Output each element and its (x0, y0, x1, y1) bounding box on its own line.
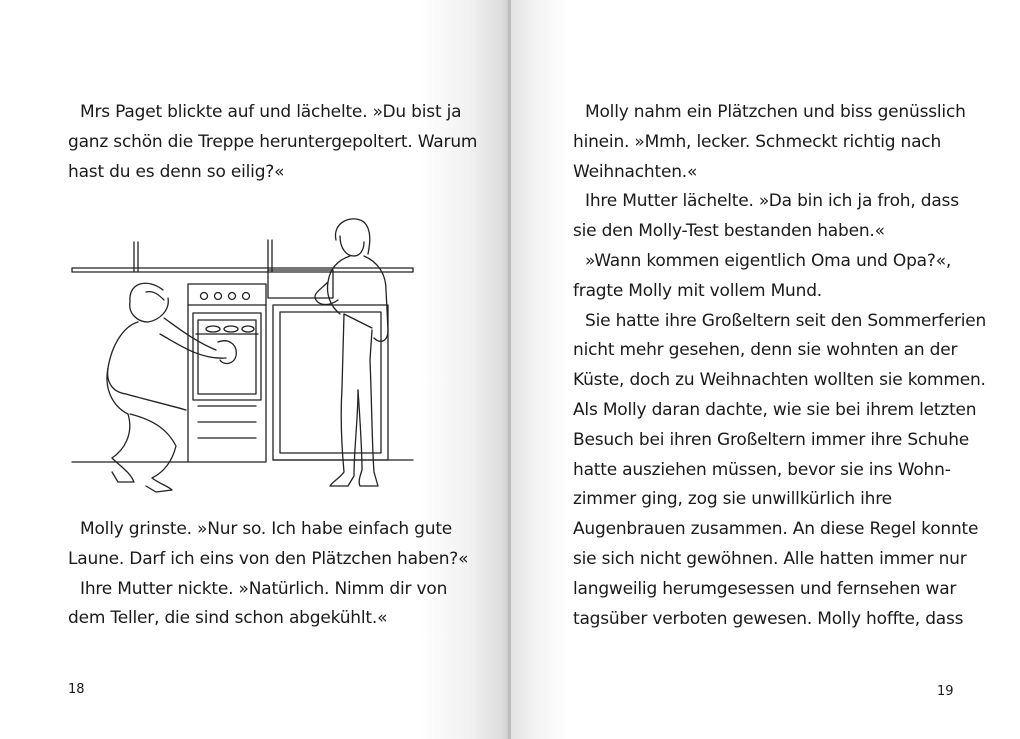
text-line: Ihre Mutter nickte. »Natürlich. Nimm dir von (80, 578, 448, 599)
text-line: ganz schön die Treppe heruntergepoltert. Warum (68, 131, 478, 152)
text-line: Ihre Mutter lächelte. »Da bin ich ja froh, dass (585, 191, 959, 212)
text-line: Als Molly daran dachte, wie sie bei ihrem letzten (573, 399, 977, 420)
text-line: Küste, doch zu Weihnachten wollten sie kommen. (573, 370, 986, 391)
text-line: hast du es denn so eilig?« (68, 161, 285, 182)
text-line: Weihnachten.« (573, 161, 698, 182)
left-paragraph-top (68, 98, 477, 187)
text-line: Molly nahm ein Plätzchen und biss genüsslich (585, 102, 966, 122)
text-line: dem Teller, die sind schon abgekühlt.« (68, 608, 388, 629)
kitchen-illustration (68, 210, 438, 495)
page-number-left: 18 (68, 682, 85, 697)
text-line: Mrs Paget blickte auf und lächelte. »Du bist ja (80, 102, 462, 122)
text-line: sie sich nicht gewöhnen. Alle hatten immer nur (573, 548, 967, 569)
text-line: Besuch bei ihren Großeltern immer ihre Schuhe (573, 429, 970, 450)
page-number-right: 19 (937, 684, 954, 699)
left-paragraph-bottom (68, 515, 468, 634)
text-line: Molly grinste. »Nur so. Ich habe einfach gute (80, 519, 453, 539)
text-line: hinein. »Mmh, lecker. Schmeckt richtig nach (573, 131, 942, 152)
text-line: fragte Molly mit vollem Mund. (573, 280, 822, 301)
text-line: langweilig herumgesessen und fernsehen war (573, 578, 957, 599)
right-paragraphs (573, 98, 986, 634)
text-line: tagsüber verboten gewesen. Molly hoffte, dass (573, 608, 964, 629)
text-line: Sie hatte ihre Großeltern seit den Sommerferien (585, 310, 987, 331)
text-line: Laune. Darf ich eins von den Plätzchen haben?« (68, 548, 469, 569)
text-line: hatte ausziehen müssen, bevor sie ins Wohn- (573, 459, 951, 480)
text-line: »Wann kommen eigentlich Oma und Opa?«, (585, 250, 952, 271)
text-line: nicht mehr gesehen, denn sie wohnten an der (573, 340, 958, 361)
text-line: Augenbrauen zusammen. An diese Regel konnte (573, 519, 979, 540)
text-line: sie den Molly-Test bestanden haben.« (573, 221, 885, 242)
book-gutter (508, 0, 511, 739)
right-page (510, 0, 1020, 739)
text-line: zimmer ging, zog sie unwillkürlich ihre (573, 489, 892, 510)
